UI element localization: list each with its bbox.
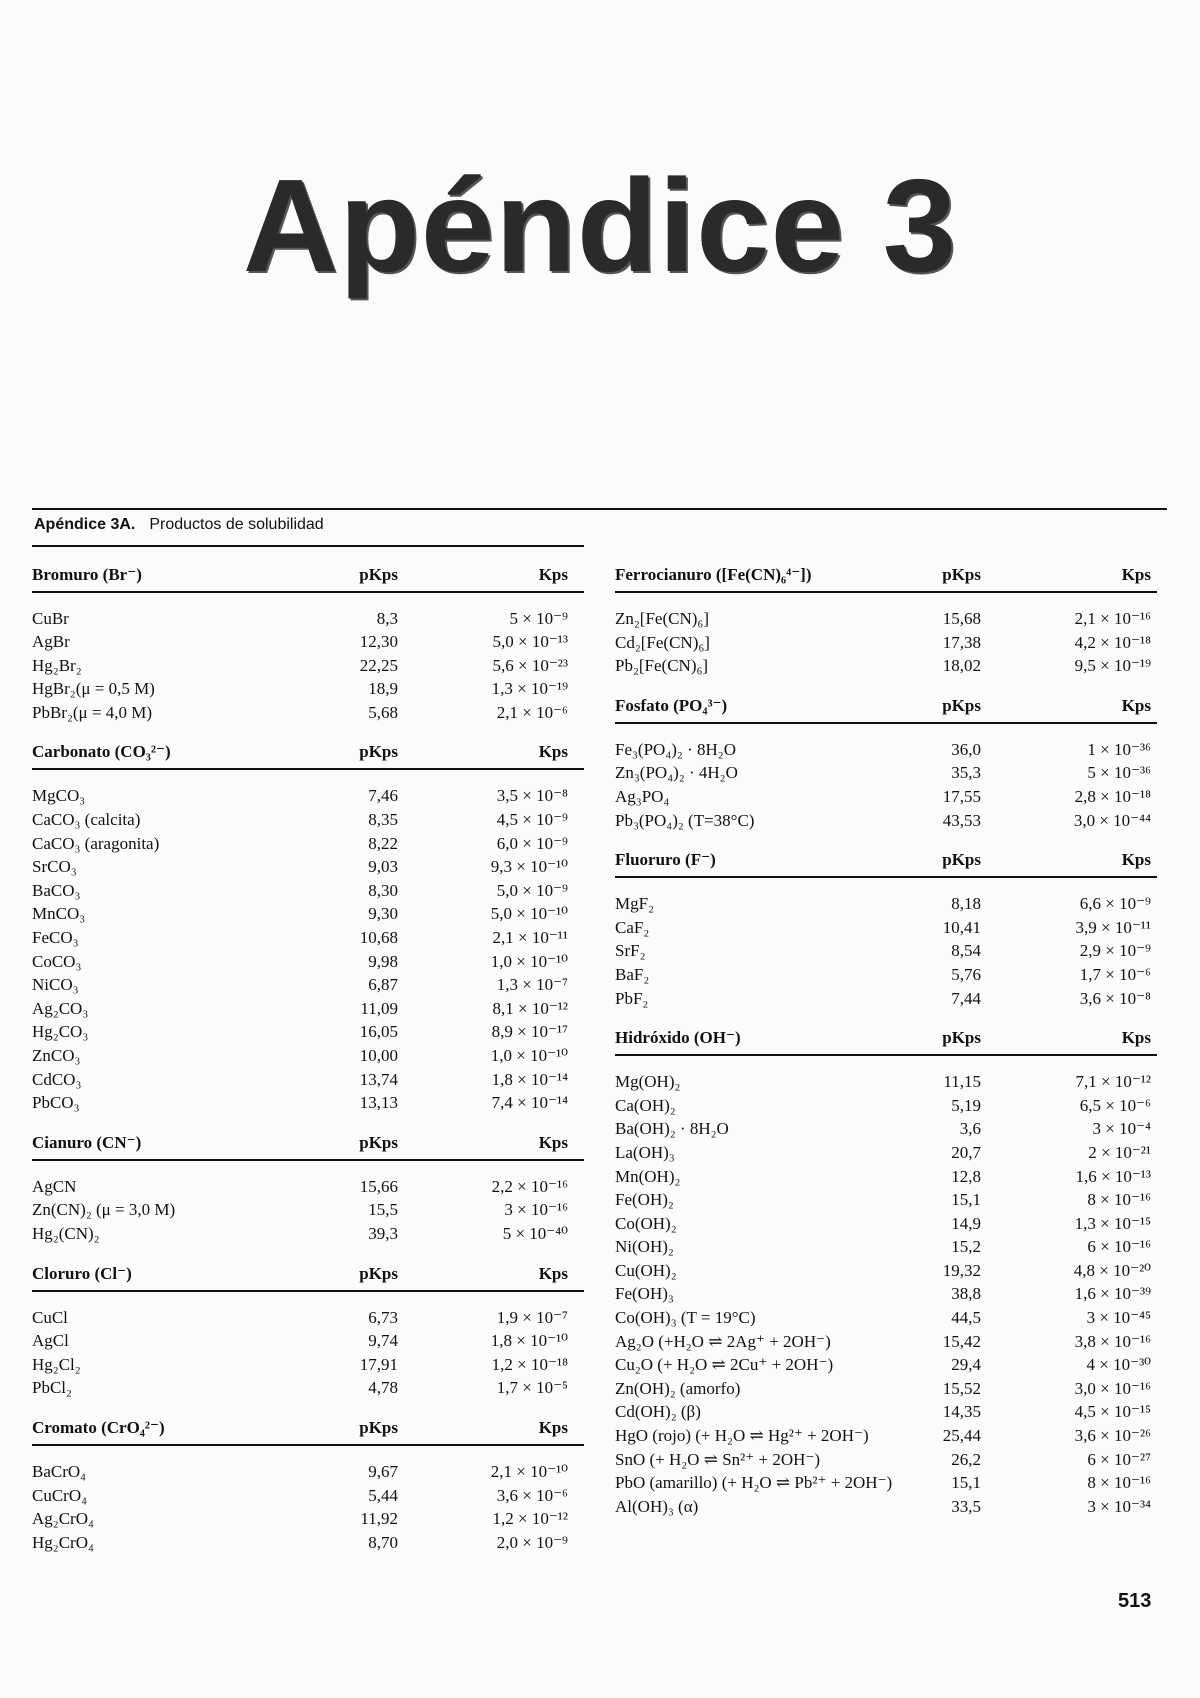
pk-cell: 16,05 (359, 1022, 398, 1042)
compound-cell: CuCrO₄ (32, 1485, 88, 1505)
compound-cell: SnO (+ H₂O ⇌ Sn²⁺ + 2OH⁻) (615, 1449, 821, 1469)
solubility-section (32, 1410, 584, 1554)
pk-cell: 17,55 (942, 786, 981, 806)
pk-cell: 15,42 (942, 1331, 981, 1351)
pk-cell: 8,22 (368, 833, 398, 853)
table-row (615, 1495, 1157, 1519)
table-row (615, 809, 1157, 833)
k-cell: 5 × 10⁻³⁶ (1087, 763, 1151, 783)
compound-cell: AgBr (32, 632, 70, 652)
compound-cell: Pb₂[Fe(CN)₆] (615, 656, 709, 676)
k-cell: 1,8 × 10⁻¹⁴ (491, 1069, 568, 1089)
table-row (32, 1222, 584, 1246)
compound-cell: Hg₂Br₂ (32, 655, 82, 675)
section-heading: Cianuro (CN⁻) (32, 1132, 142, 1152)
pk-cell: 5,68 (368, 702, 398, 722)
table-row (32, 1353, 584, 1377)
table-row (32, 973, 584, 997)
k-cell: 1,7 × 10⁻⁵ (496, 1378, 568, 1398)
k-cell: 1,6 × 10⁻³⁹ (1074, 1284, 1151, 1304)
k-cell: 1,0 × 10⁻¹⁰ (490, 951, 568, 971)
pk-cell: 9,30 (368, 904, 398, 924)
pk-column-header: pKps (359, 564, 398, 584)
compound-cell: Zn(CN)₂ (μ = 3,0 M) (32, 1200, 176, 1220)
pk-cell: 17,38 (942, 632, 981, 652)
compound-cell: BaCO₃ (32, 880, 81, 900)
pk-cell: 15,1 (951, 1473, 981, 1493)
k-cell: 3,6 × 10⁻²⁶ (1074, 1426, 1151, 1446)
section-header (32, 734, 584, 770)
pk-cell: 8,54 (951, 941, 981, 961)
k-cell: 8,9 × 10⁻¹⁷ (491, 1022, 568, 1042)
compound-cell: Hg₂(CN)₂ (32, 1223, 100, 1243)
compound-cell: Cd₂[Fe(CN)₆] (615, 632, 710, 652)
table-row (615, 1259, 1157, 1283)
left-column (32, 545, 584, 1564)
pk-cell: 26,2 (951, 1449, 981, 1469)
table-row (615, 785, 1157, 809)
pk-cell: 11,15 (943, 1072, 981, 1092)
table-row (615, 1377, 1157, 1401)
compound-cell: Zn₃(PO₄)₂ · 4H₂O (615, 763, 738, 783)
compound-cell: Cu₂O (+ H₂O ⇌ 2Cu⁺ + 2OH⁻) (615, 1355, 834, 1375)
pk-column-header: pKps (942, 695, 981, 715)
pk-cell: 18,02 (942, 656, 981, 676)
k-cell: 4,5 × 10⁻¹⁵ (1074, 1402, 1151, 1422)
pk-cell: 18,9 (368, 679, 398, 699)
pk-cell: 8,35 (368, 810, 398, 830)
k-cell: 2,8 × 10⁻¹⁸ (1074, 786, 1151, 806)
k-cell: 4 × 10⁻³⁰ (1086, 1355, 1151, 1375)
compound-cell: Ag₃PO₄ (615, 786, 670, 806)
compound-cell: CaCO₃ (calcita) (32, 810, 141, 830)
compound-cell: BaF₂ (615, 964, 650, 984)
section-heading: Bromuro (Br⁻) (32, 564, 142, 584)
k-cell: 7,4 × 10⁻¹⁴ (491, 1093, 568, 1113)
k-cell: 1,9 × 10⁻⁷ (496, 1307, 568, 1327)
pk-cell: 15,68 (942, 609, 981, 628)
k-cell: 3 × 10⁻⁴⁵ (1086, 1308, 1151, 1328)
compound-cell: MgF₂ (615, 894, 654, 914)
k-cell: 2,2 × 10⁻¹⁶ (491, 1176, 568, 1196)
top-rule (32, 508, 1167, 510)
table-row (615, 738, 1157, 762)
compound-cell: CoCO₃ (32, 951, 82, 971)
k-cell: 8 × 10⁻¹⁶ (1087, 1473, 1151, 1493)
solubility-section (615, 688, 1157, 832)
compound-cell: Ba(OH)₂ · 8H₂O (615, 1119, 729, 1139)
page-number: 513 (1118, 1590, 1152, 1612)
pk-cell: 15,1 (951, 1190, 981, 1210)
compound-cell: Fe(OH)₂ (615, 1190, 674, 1210)
pk-cell: 15,5 (368, 1200, 398, 1220)
table-row (615, 987, 1157, 1011)
section-heading: Cromato (CrO₄²⁻) (32, 1417, 165, 1437)
solubility-section (32, 1256, 584, 1400)
caption-text: Productos de solubilidad (149, 516, 324, 533)
k-cell: 3,9 × 10⁻¹¹ (1075, 917, 1151, 937)
k-column-header: Kps (1121, 565, 1151, 584)
compound-cell: Ag₂O (+H₂O ⇌ 2Ag⁺ + 2OH⁻) (615, 1331, 831, 1351)
table-row (32, 808, 584, 832)
k-cell: 1,8 × 10⁻¹⁰ (490, 1331, 568, 1351)
k-cell: 4,8 × 10⁻²⁰ (1073, 1260, 1151, 1280)
k-cell: 3,6 × 10⁻⁶ (496, 1485, 568, 1505)
pk-cell: 8,18 (951, 894, 981, 914)
solubility-section (615, 842, 1157, 1010)
pk-cell: 4,78 (368, 1378, 398, 1398)
solubility-section (615, 557, 1157, 678)
compound-cell: PbCO₃ (32, 1093, 80, 1113)
pk-cell: 6,73 (368, 1307, 398, 1327)
pk-column-header: pKps (359, 1132, 398, 1152)
k-cell: 1,3 × 10⁻¹⁵ (1074, 1213, 1151, 1233)
column-rule (32, 545, 584, 547)
k-cell: 3 × 10⁻¹⁶ (504, 1200, 568, 1220)
table-row (32, 1484, 584, 1508)
compound-cell: Fe₃(PO₄)₂ · 8H₂O (615, 739, 736, 759)
table-row (32, 630, 584, 654)
compound-cell: Ag₂CrO₄ (32, 1509, 94, 1529)
compound-cell: AgCN (32, 1176, 77, 1196)
compound-cell: SrCO₃ (32, 857, 77, 877)
section-header (615, 557, 1157, 593)
pk-column-header: pKps (359, 1417, 398, 1437)
k-cell: 3,5 × 10⁻⁸ (496, 786, 568, 806)
pk-column-header: pKps (359, 742, 398, 762)
table-row (615, 1471, 1157, 1495)
pk-cell: 35,3 (951, 763, 981, 783)
pk-cell: 33,5 (951, 1496, 981, 1516)
k-column-header: Kps (538, 1132, 568, 1152)
k-cell: 1,2 × 10⁻¹⁸ (491, 1354, 568, 1374)
k-cell: 3,0 × 10⁻¹⁶ (1074, 1378, 1151, 1398)
k-cell: 6,6 × 10⁻⁹ (1079, 894, 1151, 914)
pk-cell: 10,00 (359, 1046, 398, 1065)
pk-cell: 8,30 (368, 880, 398, 900)
compound-cell: CuCl (32, 1307, 68, 1327)
table-row (32, 1376, 584, 1400)
k-column-header: Kps (538, 1263, 568, 1283)
table-row (615, 1235, 1157, 1259)
compound-cell: Ag₂CO₃ (32, 998, 89, 1018)
pk-cell: 11,09 (360, 998, 398, 1018)
table-row (32, 832, 584, 856)
k-cell: 5 × 10⁻⁹ (509, 608, 568, 628)
pk-cell: 12,8 (951, 1166, 981, 1186)
table-row (615, 1070, 1157, 1094)
compound-cell: Hg₂Cl₂ (32, 1354, 81, 1374)
section-header (615, 688, 1157, 724)
k-cell: 4,5 × 10⁻⁹ (496, 810, 568, 830)
pk-cell: 7,44 (951, 988, 981, 1008)
compound-cell: La(OH)₃ (615, 1142, 675, 1162)
compound-cell: Al(OH)₃ (α) (615, 1496, 699, 1516)
pk-cell: 39,3 (368, 1223, 398, 1243)
compound-cell: Ca(OH)₂ (615, 1095, 676, 1115)
pk-cell: 22,25 (359, 655, 398, 675)
k-cell: 6,5 × 10⁻⁶ (1079, 1095, 1151, 1115)
table-row (615, 1282, 1157, 1306)
pk-cell: 15,52 (942, 1378, 981, 1398)
k-cell: 2,0 × 10⁻⁹ (496, 1532, 568, 1552)
table-row (615, 654, 1157, 678)
pk-column-header: pKps (942, 565, 981, 584)
k-cell: 4,2 × 10⁻¹⁸ (1074, 632, 1151, 652)
table-row (615, 1141, 1157, 1165)
compound-cell: NiCO₃ (32, 975, 79, 995)
table-row (32, 1198, 584, 1222)
compound-cell: Mn(OH)₂ (615, 1166, 681, 1186)
compound-cell: CuBr (32, 608, 69, 628)
compound-cell: CaCO₃ (aragonita) (32, 833, 160, 853)
pk-cell: 8,3 (376, 608, 398, 628)
k-column-header: Kps (1121, 850, 1151, 870)
solubility-section (32, 557, 584, 725)
compound-cell: CdCO₃ (32, 1069, 82, 1089)
table-row (32, 1020, 584, 1044)
pk-column-header: pKps (942, 1028, 981, 1048)
k-cell: 6 × 10⁻²⁷ (1087, 1449, 1151, 1469)
table-row (615, 1212, 1157, 1236)
section-heading: Fluoruro (F⁻) (615, 850, 716, 870)
compound-cell: HgO (rojo) (+ H₂O ⇌ Hg²⁺ + 2OH⁻) (615, 1426, 869, 1446)
section-header (32, 557, 584, 593)
table-row (32, 1531, 584, 1555)
k-column-header: Kps (538, 564, 568, 584)
pk-cell: 17,91 (359, 1354, 398, 1374)
compound-cell: PbF₂ (615, 988, 649, 1008)
table-row (32, 950, 584, 974)
table-row (615, 1424, 1157, 1448)
k-cell: 5,0 × 10⁻¹⁰ (490, 904, 568, 924)
pk-cell: 9,03 (368, 857, 398, 877)
pk-cell: 38,8 (951, 1284, 981, 1304)
page-title: Apéndice 3 (242, 152, 958, 299)
compound-cell: Ni(OH)₂ (615, 1237, 674, 1257)
table-row (615, 963, 1157, 987)
pk-cell: 15,66 (359, 1176, 398, 1196)
section-heading: Cloruro (Cl⁻) (32, 1263, 132, 1283)
section-heading: Ferrocianuro ([Fe(CN)₆⁴⁻]) (615, 565, 812, 584)
compound-cell: Mg(OH)₂ (615, 1072, 681, 1092)
solubility-section (615, 1020, 1157, 1518)
pk-cell: 19,32 (942, 1260, 981, 1280)
table-row (615, 761, 1157, 785)
k-cell: 3,6 × 10⁻⁸ (1079, 988, 1151, 1008)
caption-label: Apéndice 3A. (34, 516, 136, 533)
table-row (32, 1044, 584, 1068)
table-row (32, 879, 584, 903)
table-row (615, 1188, 1157, 1212)
k-cell: 3 × 10⁻³⁴ (1087, 1496, 1151, 1516)
table-row (32, 607, 584, 631)
table-row (615, 1448, 1157, 1472)
pk-cell: 14,9 (951, 1213, 981, 1233)
solubility-section (32, 734, 584, 1114)
pk-cell: 25,44 (942, 1426, 981, 1446)
k-cell: 6,0 × 10⁻⁹ (496, 833, 568, 853)
solubility-section (32, 1125, 584, 1246)
compound-cell: SrF₂ (615, 941, 646, 961)
pk-cell: 11,92 (360, 1509, 398, 1529)
compound-cell: AgCl (32, 1331, 69, 1351)
k-cell: 5,0 × 10⁻¹³ (492, 632, 568, 652)
table-row (32, 1507, 584, 1531)
table-row (615, 916, 1157, 940)
compound-cell: Zn₂[Fe(CN)₆] (615, 609, 709, 628)
table-row (32, 1068, 584, 1092)
section-heading: Fosfato (PO₄³⁻) (615, 695, 728, 715)
compound-cell: Hg₂CrO₄ (32, 1532, 94, 1552)
table-caption (34, 516, 324, 534)
table-row (615, 607, 1157, 631)
k-cell: 9,3 × 10⁻¹⁰ (490, 857, 568, 877)
table-row (615, 939, 1157, 963)
compound-cell: MgCO₃ (32, 786, 86, 806)
compound-cell: PbBr₂(μ = 4,0 M) (32, 702, 153, 722)
pk-cell: 10,41 (942, 917, 981, 937)
table-row (32, 997, 584, 1021)
k-cell: 2,1 × 10⁻¹⁰ (490, 1461, 568, 1481)
pk-column-header: pKps (942, 850, 981, 870)
pk-cell: 12,30 (359, 632, 398, 652)
k-cell: 2,9 × 10⁻⁹ (1079, 941, 1151, 961)
compound-cell: Co(OH)₂ (615, 1213, 677, 1233)
k-cell: 5 × 10⁻⁴⁰ (502, 1223, 568, 1243)
k-cell: 9,5 × 10⁻¹⁹ (1074, 656, 1151, 676)
k-cell: 2 × 10⁻²¹ (1088, 1142, 1151, 1162)
section-header (32, 1410, 584, 1446)
compound-cell: Pb₃(PO₄)₂ (T=38°C) (615, 810, 755, 830)
pk-cell: 9,98 (368, 951, 398, 971)
k-cell: 6 × 10⁻¹⁶ (1087, 1237, 1151, 1257)
table-row (32, 701, 584, 725)
pk-cell: 10,68 (359, 928, 398, 948)
k-cell: 1,3 × 10⁻⁷ (496, 975, 568, 995)
table-row (32, 1329, 584, 1353)
compound-cell: PbO (amarillo) (+ H₂O ⇌ Pb²⁺ + 2OH⁻) (615, 1473, 893, 1493)
pk-column-header: pKps (359, 1263, 398, 1283)
pk-cell: 7,46 (368, 786, 398, 806)
pk-cell: 15,2 (951, 1237, 981, 1257)
k-cell: 1,0 × 10⁻¹⁰ (490, 1046, 568, 1065)
section-header (615, 1020, 1157, 1056)
k-cell: 7,1 × 10⁻¹² (1075, 1072, 1151, 1092)
compound-cell: Zn(OH)₂ (amorfo) (615, 1378, 741, 1398)
pk-cell: 9,74 (368, 1331, 398, 1351)
pk-cell: 5,76 (951, 964, 981, 984)
pk-cell: 29,4 (951, 1355, 981, 1375)
table-row (32, 1091, 584, 1115)
table-row (615, 1306, 1157, 1330)
k-cell: 3,0 × 10⁻⁴⁴ (1073, 810, 1151, 830)
table-row (615, 631, 1157, 655)
pk-cell: 36,0 (951, 739, 981, 759)
table-row (32, 926, 584, 950)
table-row (615, 1330, 1157, 1354)
compound-cell: MnCO₃ (32, 904, 86, 924)
compound-cell: Cu(OH)₂ (615, 1260, 677, 1280)
table-row (32, 677, 584, 701)
pk-cell: 14,35 (942, 1402, 981, 1422)
k-cell: 8 × 10⁻¹⁶ (1087, 1190, 1151, 1210)
k-cell: 2,1 × 10⁻¹⁶ (1074, 609, 1151, 628)
pk-cell: 20,7 (951, 1142, 981, 1162)
k-cell: 8,1 × 10⁻¹² (492, 998, 568, 1018)
table-row (32, 1306, 584, 1330)
table-row (615, 1353, 1157, 1377)
compound-cell: HgBr₂(μ = 0,5 M) (32, 679, 155, 699)
k-cell: 3,8 × 10⁻¹⁶ (1074, 1331, 1151, 1351)
table-row (615, 1165, 1157, 1189)
pk-cell: 9,67 (368, 1461, 398, 1481)
k-cell: 1,7 × 10⁻⁶ (1079, 964, 1151, 984)
k-cell: 1,3 × 10⁻¹⁹ (491, 679, 568, 699)
table-row (32, 784, 584, 808)
k-cell: 3 × 10⁻⁴ (1092, 1119, 1151, 1139)
k-cell: 2,1 × 10⁻⁶ (496, 702, 568, 722)
section-heading: Carbonato (CO₃²⁻) (32, 742, 171, 762)
pk-cell: 3,6 (959, 1119, 981, 1139)
pk-cell: 5,19 (951, 1095, 981, 1115)
compound-cell: BaCrO₄ (32, 1461, 87, 1481)
table-row (615, 1094, 1157, 1118)
section-header (615, 842, 1157, 878)
compound-cell: Co(OH)₃ (T = 19°C) (615, 1308, 756, 1328)
compound-cell: Hg₂CO₃ (32, 1022, 89, 1042)
table-row (615, 892, 1157, 916)
pk-cell: 43,53 (942, 810, 981, 830)
k-cell: 1,6 × 10⁻¹³ (1075, 1166, 1151, 1186)
table-row (615, 1117, 1157, 1141)
k-cell: 1,2 × 10⁻¹² (492, 1509, 568, 1529)
table-row (32, 1460, 584, 1484)
pk-cell: 13,74 (359, 1069, 398, 1089)
table-row (615, 1400, 1157, 1424)
table-row (32, 902, 584, 926)
table-row (32, 654, 584, 678)
k-cell: 5,0 × 10⁻⁹ (496, 880, 568, 900)
compound-cell: ZnCO₃ (32, 1046, 81, 1065)
pk-cell: 5,44 (368, 1485, 398, 1505)
compound-cell: CaF₂ (615, 917, 650, 937)
section-heading: Hidróxido (OH⁻) (615, 1028, 741, 1048)
section-header (32, 1125, 584, 1161)
k-cell: 5,6 × 10⁻²³ (492, 655, 568, 675)
pk-cell: 44,5 (951, 1308, 981, 1328)
compound-cell: FeCO₃ (32, 928, 79, 948)
pk-cell: 13,13 (359, 1093, 398, 1113)
table-row (32, 855, 584, 879)
compound-cell: PbCl₂ (32, 1378, 72, 1398)
pk-cell: 6,87 (368, 975, 398, 995)
k-column-header: Kps (538, 742, 568, 762)
k-column-header: Kps (1121, 1028, 1151, 1048)
k-cell: 1 × 10⁻³⁶ (1087, 739, 1151, 759)
right-column (615, 557, 1157, 1528)
section-header (32, 1256, 584, 1292)
k-cell: 2,1 × 10⁻¹¹ (492, 928, 568, 948)
compound-cell: Fe(OH)₃ (615, 1284, 674, 1304)
table-row (32, 1175, 584, 1199)
compound-cell: Cd(OH)₂ (β) (615, 1402, 701, 1422)
pk-cell: 8,70 (368, 1532, 398, 1552)
k-column-header: Kps (538, 1417, 568, 1437)
k-column-header: Kps (1121, 695, 1151, 715)
